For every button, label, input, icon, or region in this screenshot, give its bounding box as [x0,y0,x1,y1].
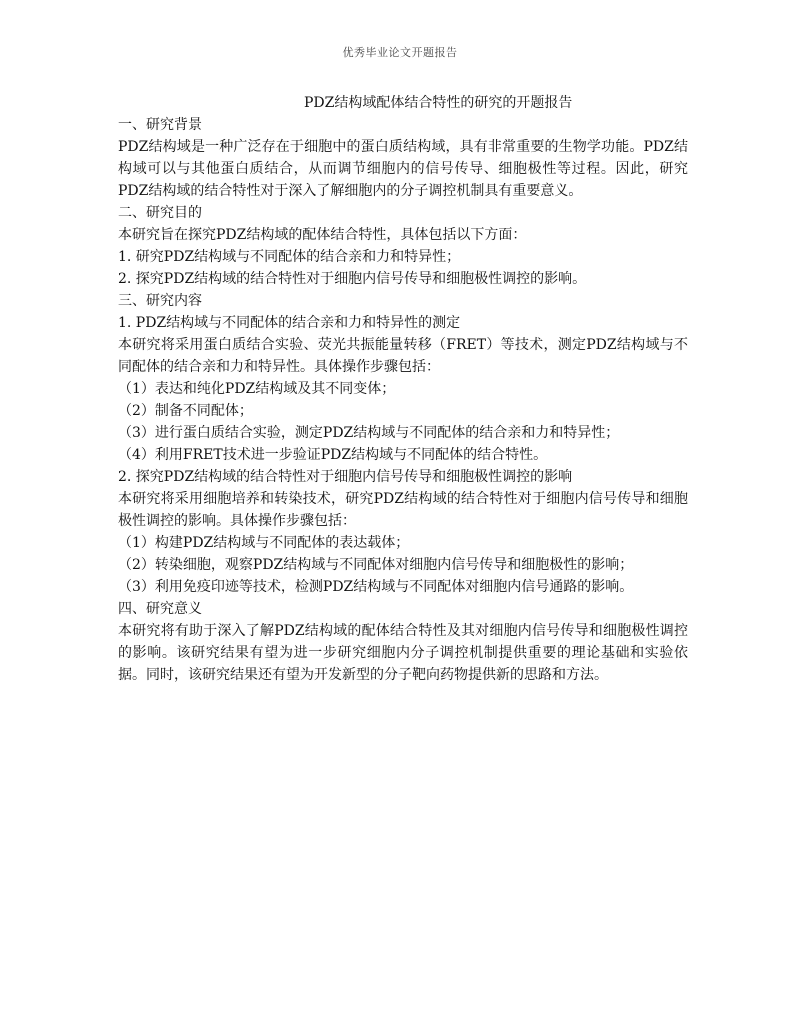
significance-paragraph: 本研究将有助于深入了解PDZ结构域的配体结合特性及其对细胞内信号传导和细胞极性调控的影响。该研究结果有望为进一步研究细胞内分子调控机制提供重要的理论基础和实验依据。同时，该研究结果还有望为开发新型的分子靶向药物提供新的思路和方法。 [118,623,688,683]
content-part1-step: （4）利用FRET技术进一步验证PDZ结构域与不同配体的结合特性。 [118,447,548,463]
content-part2-step: （3）利用免疫印迹等技术，检测PDZ结构域与不同配体对细胞内信号通路的影响。 [118,579,634,595]
content-part2-title: 2. 探究PDZ结构域的结合特性对于细胞内信号传导和细胞极性调控的影响 [118,469,573,485]
purpose-intro: 本研究旨在探究PDZ结构域的配体结合特性，具体包括以下方面： [118,227,527,243]
document-body [118,92,688,686]
content-part1-step: （2）制备不同配体； [118,403,253,419]
content-part2-step: （1）构建PDZ结构域与不同配体的表达载体； [118,535,410,551]
content-part1-title: 1. PDZ结构域与不同配体的结合亲和力和特异性的测定 [118,315,461,331]
section-heading-content: 三、研究内容 [118,293,202,309]
section-heading-background: 一、研究背景 [118,117,202,133]
content-part1-paragraph: 本研究将采用蛋白质结合实验、荧光共振能量转移（FRET）等技术，测定PDZ结构域与不同配体的结合亲和力和特异性。具体操作步骤包括： [118,337,688,375]
content-part2-paragraph: 本研究将采用细胞培养和转染技术，研究PDZ结构域的结合特性对于细胞内信号传导和细胞极性调控的影响。具体操作步骤包括： [118,491,688,529]
running-header: 优秀毕业论文开题报告 [342,46,458,59]
content-part1-step: （3）进行蛋白质结合实验，测定PDZ结构域与不同配体的结合亲和力和特异性； [118,425,620,441]
background-paragraph: PDZ结构域是一种广泛存在于细胞中的蛋白质结构域，具有非常重要的生物学功能。PDZ结构域可以与其他蛋白质结合，从而调节细胞内的信号传导、细胞极性等过程。因此，研究PDZ结构域的结合特性对于深入了解细胞内的分子调控机制具有重要意义。 [118,139,688,199]
section-heading-significance: 四、研究意义 [118,601,202,617]
purpose-item: 1. 研究PDZ结构域与不同配体的结合亲和力和特异性； [118,249,461,265]
content-part1-step: （1）表达和纯化PDZ结构域及其不同变体； [118,381,396,397]
section-heading-purpose: 二、研究目的 [118,205,202,221]
document-title: PDZ结构域配体结合特性的研究的开题报告 [304,95,573,111]
content-part2-step: （2）转染细胞，观察PDZ结构域与不同配体对细胞内信号传导和细胞极性的影响； [118,557,634,573]
purpose-item: 2. 探究PDZ结构域的结合特性对于细胞内信号传导和细胞极性调控的影响。 [118,271,587,287]
